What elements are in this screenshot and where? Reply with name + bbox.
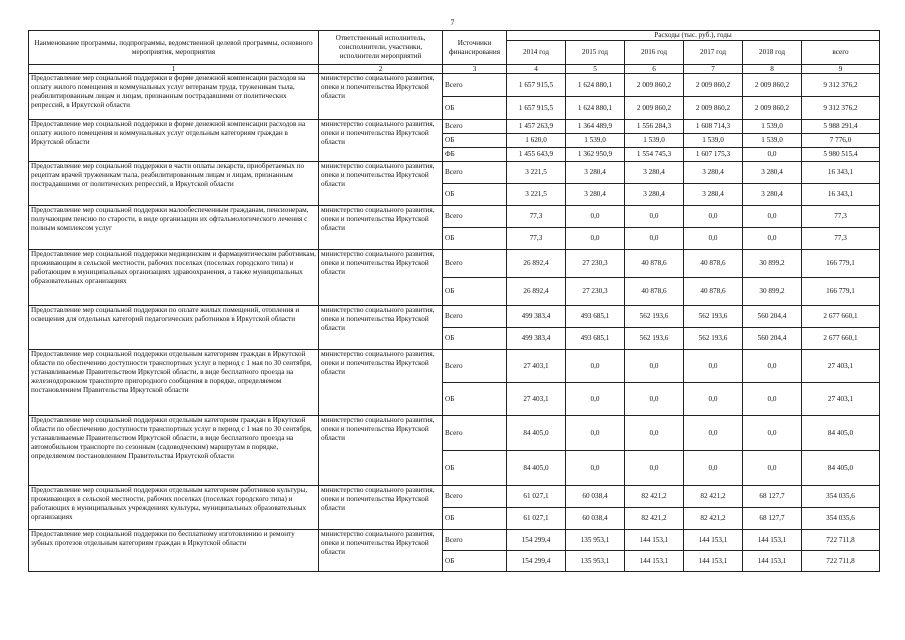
year-value: 61 027,1 [507,508,566,530]
total-value: 84 405,0 [802,451,880,486]
year-value: 1 608 714,3 [684,120,743,134]
year-value: 0,0 [566,206,625,228]
total-value: 77,3 [802,228,880,250]
funding-source: ОБ [443,383,507,416]
year-value: 26 892,4 [507,278,566,306]
table-row [29,306,880,328]
year-value: 3 280,4 [743,162,802,184]
year-value: 144 153,1 [625,551,684,572]
year-value: 1 455 643,9 [507,148,566,162]
funding-source: ФБ [443,148,507,162]
total-value: 722 711,8 [802,530,880,551]
year-value: 0,0 [743,451,802,486]
total-value: 9 312 376,2 [802,74,880,97]
header-year: 2016 год [625,41,684,65]
funding-source: Всего [443,206,507,228]
table-row [29,486,880,508]
year-value: 40 878,6 [625,250,684,278]
funding-source: Всего [443,416,507,451]
year-value: 40 878,6 [625,278,684,306]
header-name: Наименование программы, подпрограммы, ведомственной целевой программы, основного мероприятия, мероприятия [29,31,319,65]
responsible-executor: министерство социального развития, опеки и попечительства Иркутской области [319,74,443,120]
column-index: 8 [743,65,802,74]
year-value: 82 421,2 [684,486,743,508]
year-value: 0,0 [566,416,625,451]
table-row [29,162,880,184]
funding-source: ОБ [443,451,507,486]
column-index: 9 [802,65,880,74]
funding-source: Всего [443,162,507,184]
measure-name: Предоставление мер социальной поддержки по бесплатному изготовлению и ремонту зубных протезов отдельным категориям граждан в Иркутской области [29,530,319,572]
year-value: 0,0 [684,206,743,228]
year-value: 562 193,6 [625,306,684,328]
year-value: 30 899,2 [743,250,802,278]
funding-source: ОБ [443,508,507,530]
year-value: 0,0 [684,416,743,451]
year-value: 1 539,0 [743,120,802,134]
year-value: 1 539,0 [743,134,802,148]
page-number: 7 [450,18,455,27]
responsible-executor: министерство социального развития, опеки и попечительства Иркутской области [319,162,443,206]
year-value: 144 153,1 [684,530,743,551]
year-value: 2 009 860,2 [625,74,684,97]
total-value: 16 343,1 [802,184,880,206]
year-value: 3 280,4 [743,184,802,206]
year-value: 1 657 915,5 [507,74,566,97]
measure-name: Предоставление мер социальной поддержки малообеспеченным гражданам, пенсионерам, получающим пенсию по старости, в виде организации их офтальмологического лечения с полным комплексом услуг [29,206,319,250]
year-value: 3 221,5 [507,184,566,206]
year-value: 560 204,4 [743,306,802,328]
year-value: 0,0 [743,228,802,250]
funding-source: ОБ [443,551,507,572]
year-value: 1 554 745,3 [625,148,684,162]
year-value: 1 539,0 [566,134,625,148]
year-value: 27 403,1 [507,383,566,416]
table-body [29,74,880,572]
table-row [29,206,880,228]
table-row [29,350,880,383]
total-value: 5 988 291,4 [802,120,880,134]
year-value: 135 953,1 [566,530,625,551]
responsible-executor: министерство социального развития, опеки и попечительства Иркутской области [319,530,443,572]
funding-source: Всего [443,350,507,383]
total-value: 2 677 660,1 [802,328,880,350]
year-value: 1 556 284,3 [625,120,684,134]
year-value: 0,0 [566,350,625,383]
measure-name: Предоставление мер социальной поддержки медицинским и фармацевтическим работникам, проживающим в сельской местности, рабочих поселках (поселках городского типа) и работающим в муниципальных организациях здравоохранения, а также муниципальных образовательных организациях [29,250,319,306]
year-value: 2 009 860,2 [743,97,802,120]
funding-source: Всего [443,250,507,278]
year-value: 61 027,1 [507,486,566,508]
total-value: 16 343,1 [802,162,880,184]
year-value: 493 685,1 [566,328,625,350]
total-value: 27 403,1 [802,383,880,416]
funding-source: ОБ [443,228,507,250]
year-value: 0,0 [566,451,625,486]
funding-source: Всего [443,486,507,508]
funding-source: ОБ [443,328,507,350]
year-value: 154 299,4 [507,530,566,551]
year-value: 84 405,0 [507,416,566,451]
year-value: 2 009 860,2 [743,74,802,97]
column-index: 1 [29,65,319,74]
year-value: 144 153,1 [743,530,802,551]
year-value: 60 038,4 [566,486,625,508]
funding-source: ОБ [443,184,507,206]
year-value: 0,0 [566,228,625,250]
total-value: 722 711,8 [802,551,880,572]
year-value: 1 607 175,3 [684,148,743,162]
year-value: 3 280,4 [684,184,743,206]
table-row [29,120,880,134]
total-value: 84 405,0 [802,416,880,451]
year-value: 26 892,4 [507,250,566,278]
total-value: 77,3 [802,206,880,228]
year-value: 0,0 [684,350,743,383]
column-index: 4 [507,65,566,74]
year-value: 1 364 489,9 [566,120,625,134]
header-total: всего [802,41,880,65]
measure-name: Предоставление мер социальной поддержки в части оплаты лекарств, приобретаемых по рецептам врачей труженикам тыла, реабилитированным лицам и лицам, признанным пострадавшими от политических репрессий, в Иркутской области [29,162,319,206]
year-value: 84 405,0 [507,451,566,486]
total-value: 27 403,1 [802,350,880,383]
responsible-executor: министерство социального развития, опеки и попечительства Иркутской области [319,306,443,350]
measure-name: Предоставление мер социальной поддержки в форме денежной компенсации расходов на оплату жилого помещения и коммунальных услуг отдельным категориям граждан в Иркутской области [29,120,319,162]
year-value: 82 421,2 [625,508,684,530]
year-value: 3 221,5 [507,162,566,184]
year-value: 0,0 [743,148,802,162]
year-value: 0,0 [743,383,802,416]
responsible-executor: министерство социального развития, опеки и попечительства Иркутской области [319,350,443,416]
year-value: 1 457 263,9 [507,120,566,134]
funding-source: Всего [443,74,507,97]
year-value: 0,0 [684,383,743,416]
column-index: 2 [319,65,443,74]
year-value: 1 539,0 [625,134,684,148]
year-value: 2 009 860,2 [684,97,743,120]
year-value: 0,0 [625,416,684,451]
year-value: 1 620,0 [507,134,566,148]
measure-name: Предоставление мер социальной поддержки в форме денежной компенсации расходов на оплату жилого помещения и коммунальных услуг ветеранам труда, труженикам тыла, реабилитированным лицам и лицам, признанным пострадавшими от политических репрессий, в Иркутской области [29,74,319,120]
year-value: 2 009 860,2 [684,74,743,97]
year-value: 30 899,2 [743,278,802,306]
year-value: 0,0 [743,416,802,451]
year-value: 77,3 [507,206,566,228]
total-value: 354 035,6 [802,508,880,530]
funding-source: ОБ [443,97,507,120]
year-value: 1 362 950,9 [566,148,625,162]
table-row [29,530,880,551]
funding-source: ОБ [443,134,507,148]
total-value: 5 980 515,4 [802,148,880,162]
year-value: 27 403,1 [507,350,566,383]
funding-source: Всего [443,530,507,551]
header-expenses: Расходы (тыс. руб.), годы [507,31,880,41]
table-row [29,250,880,278]
total-value: 166 779,1 [802,250,880,278]
year-value: 0,0 [743,206,802,228]
header-year: 2018 год [743,41,802,65]
year-value: 154 299,4 [507,551,566,572]
year-value: 2 009 860,2 [625,97,684,120]
table-row [29,416,880,451]
year-value: 560 204,4 [743,328,802,350]
year-value: 0,0 [566,383,625,416]
year-value: 562 193,6 [684,306,743,328]
year-value: 0,0 [625,228,684,250]
year-value: 3 280,4 [625,162,684,184]
year-value: 40 878,6 [684,278,743,306]
total-value: 166 779,1 [802,278,880,306]
year-value: 60 038,4 [566,508,625,530]
year-value: 27 230,3 [566,278,625,306]
year-value: 40 878,6 [684,250,743,278]
year-value: 1 624 880,1 [566,74,625,97]
funding-source: ОБ [443,278,507,306]
total-value: 354 035,6 [802,486,880,508]
year-value: 68 127,7 [743,486,802,508]
measure-name: Предоставление мер социальной поддержки по оплате жилых помещений, отопления и освещения для отдельных категорий педагогических работников в Иркутской области [29,306,319,350]
total-value: 7 776,0 [802,134,880,148]
header-sources: Источники финансирования [443,31,507,65]
year-value: 144 153,1 [625,530,684,551]
column-index: 6 [625,65,684,74]
header-responsible: Ответственный исполнитель, соисполнители, участники, исполнители мероприятий [319,31,443,65]
year-value: 3 280,4 [566,184,625,206]
year-value: 3 280,4 [566,162,625,184]
expenses-table [28,30,880,572]
measure-name: Предоставление мер социальной поддержки отдельным категориям граждан в Иркутской области по обеспечению доступности транспортных услуг в период с 1 мая по 30 сентября, устанавливаемые Правительством Иркутской области, в виде бесплатного проезда на железнодорожном транспорте пригородного сообщения в порядке, определяемом постановлением Правительства Иркутской области [29,350,319,416]
year-value: 3 280,4 [684,162,743,184]
year-value: 0,0 [684,451,743,486]
funding-source: Всего [443,120,507,134]
year-value: 562 193,6 [684,328,743,350]
year-value: 135 953,1 [566,551,625,572]
year-value: 144 153,1 [743,551,802,572]
column-index: 5 [566,65,625,74]
measure-name: Предоставление мер социальной поддержки отдельным категориям работников культуры, проживающих в сельской местности, рабочих поселках (поселках городского типа) и работающих в муниципальных учреждениях культуры, муниципальных образовательных организациях [29,486,319,530]
year-value: 0,0 [743,350,802,383]
year-value: 0,0 [625,383,684,416]
year-value: 0,0 [625,350,684,383]
year-value: 493 685,1 [566,306,625,328]
year-value: 3 280,4 [625,184,684,206]
measure-name: Предоставление мер социальной поддержки отдельным категориям граждан в Иркутской области по обеспечению доступности транспортных услуг в период с 1 мая по 30 сентября, устанавливаемые Правительством Иркутской области, в виде бесплатного проезда на автомобильном транспорте по сезонным (садоводческим) маршрутам в порядке, определяемом постановлением Правительства Иркутской области [29,416,319,486]
year-value: 27 230,3 [566,250,625,278]
year-value: 144 153,1 [684,551,743,572]
year-value: 0,0 [625,451,684,486]
total-value: 9 312 376,2 [802,97,880,120]
responsible-executor: министерство социального развития, опеки и попечительства Иркутской области [319,486,443,530]
funding-source: Всего [443,306,507,328]
header-year: 2017 год [684,41,743,65]
total-value: 2 677 660,1 [802,306,880,328]
responsible-executor: министерство социального развития, опеки и попечительства Иркутской области [319,250,443,306]
table-row [29,74,880,97]
column-index: 7 [684,65,743,74]
header-year: 2014 год [507,41,566,65]
year-value: 562 193,6 [625,328,684,350]
year-value: 1 657 915,5 [507,97,566,120]
year-value: 0,0 [625,206,684,228]
responsible-executor: министерство социального развития, опеки и попечительства Иркутской области [319,120,443,162]
year-value: 82 421,2 [684,508,743,530]
year-value: 1 624 880,1 [566,97,625,120]
year-value: 499 383,4 [507,306,566,328]
header-year: 2015 год [566,41,625,65]
responsible-executor: министерство социального развития, опеки и попечительства Иркутской области [319,416,443,486]
year-value: 499 383,4 [507,328,566,350]
year-value: 1 539,0 [684,134,743,148]
responsible-executor: министерство социального развития, опеки и попечительства Иркутской области [319,206,443,250]
year-value: 0,0 [684,228,743,250]
year-value: 77,3 [507,228,566,250]
column-index-row [29,65,880,74]
year-value: 82 421,2 [625,486,684,508]
year-value: 68 127,7 [743,508,802,530]
column-index: 3 [443,65,507,74]
